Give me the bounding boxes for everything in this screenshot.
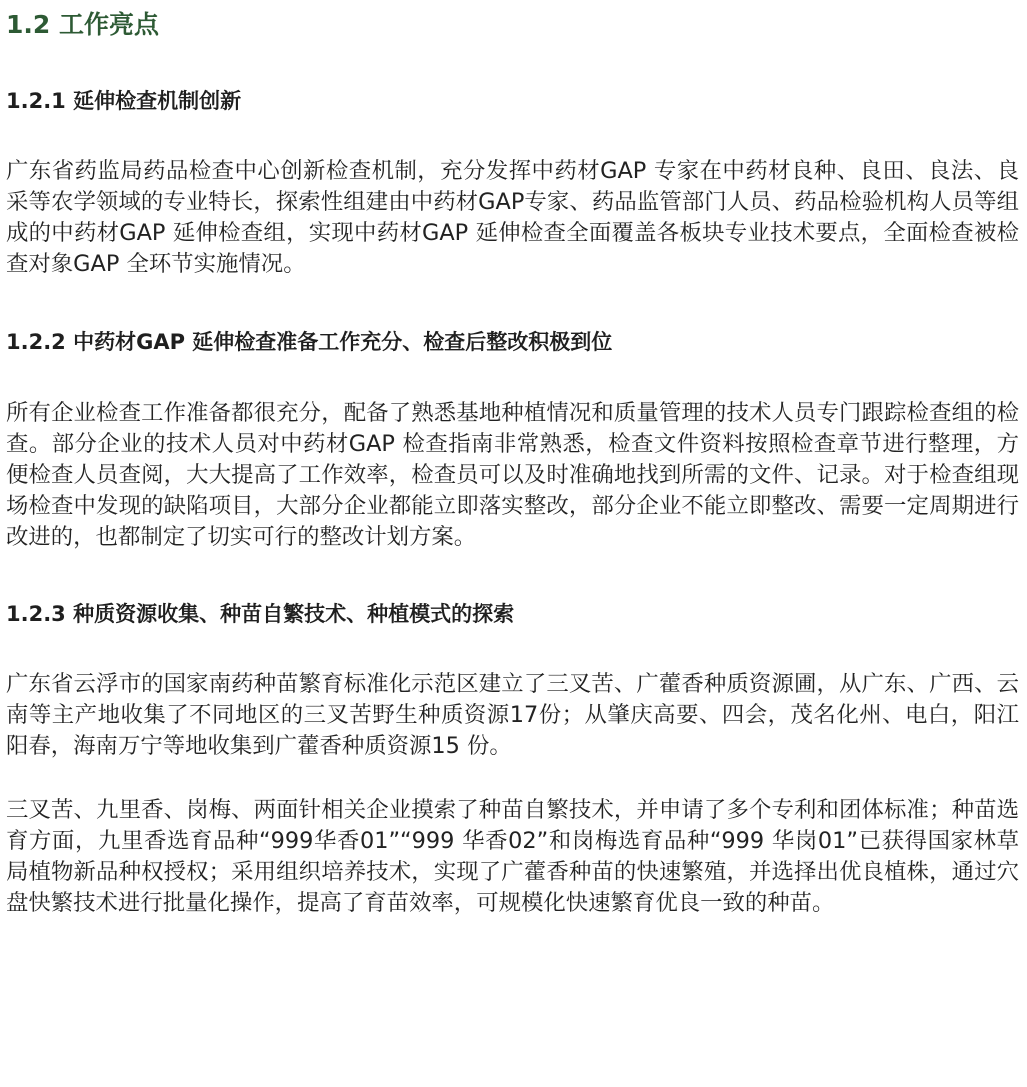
paragraph-germplasm-collection: 广东省云浮市的国家南药种苗繁育标准化示范区建立了三叉苦、广藿香种质资源圃，从广东、广西、云南等主产地收集了不同地区的三叉苦野生种质资源17份；从肇庆高要、四会，茂名化州、电白，阳江阳春，海南万宁等地收集到广藿香种质资源15 份。 <box>6 671 1019 759</box>
paragraph-seedling-breeding: 三叉苦、九里香、岗梅、两面针相关企业摸索了种苗自繁技术，并申请了多个专利和团体标准；种苗选育方面，九里香选育品种“999华香01”“999 华香02”和岗梅选育品种“999 华岗01”已获得国家林草局植物新品种权授权；采用组织培养技术，实现了广藿香种苗的快速繁殖，并选择出优良植株，通过穴盘快繁技术进行批量化操作，提高了育苗效率，可规模化快速繁育优良一致的种苗。 <box>6 797 1019 916</box>
subsection-title-1-2-2: 1.2.2 中药材GAP 延伸检查准备工作充分、检查后整改积极到位 <box>6 330 613 354</box>
paragraph-inspection-mechanism: 广东省药监局药品检查中心创新检查机制，充分发挥中药材GAP 专家在中药材良种、良田、良法、良采等农学领域的专业特长，探索性组建由中药材GAP专家、药品监管部门人员、药品检验机构人员等组成的中药材GAP 延伸检查组，实现中药材GAP 延伸检查全面覆盖各板块专业技术要点，全面检查被检查对象GAP 全环节实施情况。 <box>6 158 1019 277</box>
subsection-title-1-2-1: 1.2.1 延伸检查机制创新 <box>6 89 242 113</box>
section-title: 1.2 工作亮点 <box>6 10 159 39</box>
subsection-title-1-2-3: 1.2.3 种质资源收集、种苗自繁技术、种植模式的探索 <box>6 602 515 626</box>
paragraph-inspection-preparation: 所有企业检查工作准备都很充分，配备了熟悉基地种植情况和质量管理的技术人员专门跟踪检查组的检查。部分企业的技术人员对中药材GAP 检查指南非常熟悉，检查文件资料按照检查章节进行整理，方便检查人员查阅，大大提高了工作效率，检查员可以及时准确地找到所需的文件、记录。对于检查组现场检查中发现的缺陷项目，大部分企业都能立即落实整改，部分企业不能立即整改、需要一定周期进行改进的，也都制定了切实可行的整改计划方案。 <box>6 400 1019 550</box>
